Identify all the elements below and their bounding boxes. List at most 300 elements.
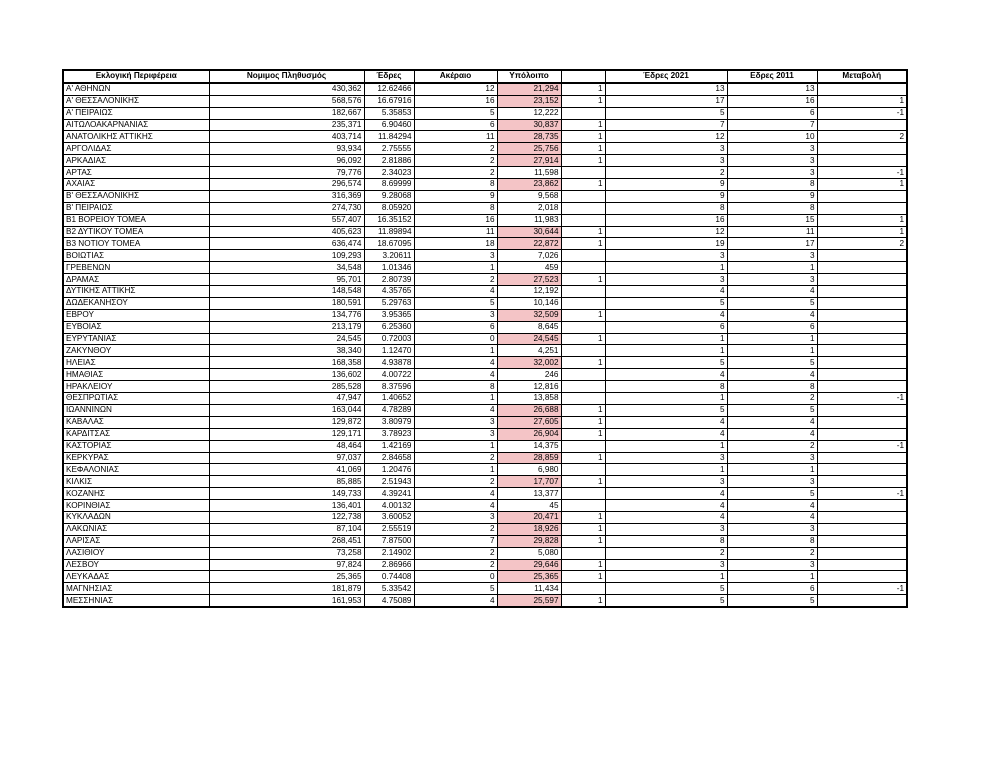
cell-change[interactable] bbox=[817, 297, 907, 309]
cell-bonus[interactable] bbox=[561, 488, 605, 500]
cell-integer[interactable]: 11 bbox=[414, 131, 497, 143]
cell-seats-2011[interactable]: 8 bbox=[727, 381, 817, 393]
header-cell-seats[interactable]: Έδρες bbox=[364, 70, 414, 83]
cell-region[interactable]: ΑΙΤΩΛΟΑΚΑΡΝΑΝΙΑΣ bbox=[63, 119, 209, 131]
cell-change[interactable] bbox=[817, 381, 907, 393]
cell-seats[interactable]: 2.55519 bbox=[364, 523, 414, 535]
cell-seats-2021[interactable]: 1 bbox=[605, 393, 727, 405]
cell-seats-2011[interactable]: 1 bbox=[727, 262, 817, 274]
cell-integer[interactable]: 5 bbox=[414, 107, 497, 119]
cell-seats-2021[interactable]: 4 bbox=[605, 488, 727, 500]
header-cell-remainder[interactable]: Υπόλοιπο bbox=[497, 70, 561, 83]
cell-change[interactable] bbox=[817, 309, 907, 321]
cell-seats-2021[interactable]: 1 bbox=[605, 464, 727, 476]
cell-integer[interactable]: 2 bbox=[414, 547, 497, 559]
cell-seats-2011[interactable]: 1 bbox=[727, 333, 817, 345]
cell-seats[interactable]: 2.81886 bbox=[364, 155, 414, 167]
cell-region[interactable]: ΖΑΚΥΝΘΟΥ bbox=[63, 345, 209, 357]
cell-seats-2021[interactable]: 5 bbox=[605, 595, 727, 607]
cell-seats-2011[interactable]: 4 bbox=[727, 511, 817, 523]
cell-population[interactable]: 48,464 bbox=[209, 440, 364, 452]
cell-change[interactable] bbox=[817, 202, 907, 214]
cell-seats[interactable]: 2.84658 bbox=[364, 452, 414, 464]
cell-seats-2021[interactable]: 3 bbox=[605, 274, 727, 286]
cell-bonus[interactable]: 1 bbox=[561, 511, 605, 523]
cell-seats-2021[interactable]: 4 bbox=[605, 500, 727, 512]
cell-seats[interactable]: 11.89894 bbox=[364, 226, 414, 238]
cell-remainder[interactable]: 8,645 bbox=[497, 321, 561, 333]
cell-seats-2021[interactable]: 8 bbox=[605, 381, 727, 393]
cell-seats-2021[interactable]: 4 bbox=[605, 416, 727, 428]
cell-region[interactable]: Β3 ΝΟΤΙΟΥ ΤΟΜΕΑ bbox=[63, 238, 209, 250]
cell-seats-2011[interactable]: 6 bbox=[727, 321, 817, 333]
cell-seats-2011[interactable]: 11 bbox=[727, 226, 817, 238]
cell-change[interactable]: -1 bbox=[817, 583, 907, 595]
cell-integer[interactable]: 3 bbox=[414, 250, 497, 262]
cell-bonus[interactable]: 1 bbox=[561, 83, 605, 95]
cell-seats-2011[interactable]: 1 bbox=[727, 464, 817, 476]
cell-bonus[interactable] bbox=[561, 547, 605, 559]
cell-population[interactable]: 430,362 bbox=[209, 83, 364, 95]
cell-seats[interactable]: 8.05920 bbox=[364, 202, 414, 214]
cell-seats-2011[interactable]: 7 bbox=[727, 119, 817, 131]
cell-remainder[interactable]: 27,523 bbox=[497, 274, 561, 286]
cell-seats-2021[interactable]: 3 bbox=[605, 523, 727, 535]
cell-seats-2011[interactable]: 16 bbox=[727, 95, 817, 107]
cell-change[interactable]: 2 bbox=[817, 238, 907, 250]
cell-bonus[interactable]: 1 bbox=[561, 309, 605, 321]
cell-population[interactable]: 568,576 bbox=[209, 95, 364, 107]
cell-integer[interactable]: 7 bbox=[414, 535, 497, 547]
cell-seats-2011[interactable]: 4 bbox=[727, 309, 817, 321]
cell-bonus[interactable] bbox=[561, 583, 605, 595]
cell-bonus[interactable]: 1 bbox=[561, 179, 605, 191]
cell-bonus[interactable]: 1 bbox=[561, 119, 605, 131]
cell-population[interactable]: 122,738 bbox=[209, 511, 364, 523]
cell-remainder[interactable]: 11,983 bbox=[497, 214, 561, 226]
cell-bonus[interactable]: 1 bbox=[561, 595, 605, 607]
cell-population[interactable]: 149,733 bbox=[209, 488, 364, 500]
cell-population[interactable]: 97,824 bbox=[209, 559, 364, 571]
cell-seats-2011[interactable]: 8 bbox=[727, 535, 817, 547]
cell-region[interactable]: ΚΕΡΚΥΡΑΣ bbox=[63, 452, 209, 464]
cell-bonus[interactable]: 1 bbox=[561, 535, 605, 547]
cell-integer[interactable]: 2 bbox=[414, 167, 497, 179]
cell-seats[interactable]: 11.84294 bbox=[364, 131, 414, 143]
cell-remainder[interactable]: 13,377 bbox=[497, 488, 561, 500]
cell-change[interactable] bbox=[817, 500, 907, 512]
cell-seats-2011[interactable]: 3 bbox=[727, 452, 817, 464]
cell-remainder[interactable]: 25,756 bbox=[497, 143, 561, 155]
cell-seats[interactable]: 5.29763 bbox=[364, 297, 414, 309]
cell-change[interactable] bbox=[817, 404, 907, 416]
cell-remainder[interactable]: 27,605 bbox=[497, 416, 561, 428]
cell-seats-2021[interactable]: 3 bbox=[605, 559, 727, 571]
cell-seats-2021[interactable]: 2 bbox=[605, 167, 727, 179]
cell-remainder[interactable]: 45 bbox=[497, 500, 561, 512]
cell-integer[interactable]: 2 bbox=[414, 559, 497, 571]
cell-region[interactable]: ΚΟΖΑΝΗΣ bbox=[63, 488, 209, 500]
cell-remainder[interactable]: 12,816 bbox=[497, 381, 561, 393]
cell-remainder[interactable]: 32,002 bbox=[497, 357, 561, 369]
cell-region[interactable]: ΗΡΑΚΛΕΙΟΥ bbox=[63, 381, 209, 393]
cell-change[interactable] bbox=[817, 143, 907, 155]
cell-seats-2011[interactable]: 3 bbox=[727, 155, 817, 167]
cell-seats-2011[interactable]: 2 bbox=[727, 547, 817, 559]
cell-seats[interactable]: 2.34023 bbox=[364, 167, 414, 179]
header-cell-integer[interactable]: Ακέραιο bbox=[414, 70, 497, 83]
cell-bonus[interactable]: 1 bbox=[561, 95, 605, 107]
cell-population[interactable]: 148,548 bbox=[209, 286, 364, 298]
cell-seats-2021[interactable]: 12 bbox=[605, 226, 727, 238]
cell-bonus[interactable]: 1 bbox=[561, 238, 605, 250]
cell-change[interactable] bbox=[817, 83, 907, 95]
cell-region[interactable]: Β2 ΔΥΤΙΚΟΥ ΤΟΜΕΑ bbox=[63, 226, 209, 238]
cell-seats[interactable]: 2.80739 bbox=[364, 274, 414, 286]
cell-integer[interactable]: 2 bbox=[414, 143, 497, 155]
cell-population[interactable]: 41,069 bbox=[209, 464, 364, 476]
cell-region[interactable]: ΚΕΦΑΛΟΝΙΑΣ bbox=[63, 464, 209, 476]
cell-population[interactable]: 47,947 bbox=[209, 393, 364, 405]
cell-population[interactable]: 93,934 bbox=[209, 143, 364, 155]
cell-seats[interactable]: 1.01346 bbox=[364, 262, 414, 274]
cell-bonus[interactable]: 1 bbox=[561, 428, 605, 440]
cell-remainder[interactable]: 4,251 bbox=[497, 345, 561, 357]
cell-region[interactable]: ΕΥΒΟΙΑΣ bbox=[63, 321, 209, 333]
cell-seats-2011[interactable]: 2 bbox=[727, 440, 817, 452]
cell-population[interactable]: 87,104 bbox=[209, 523, 364, 535]
cell-seats[interactable]: 3.80979 bbox=[364, 416, 414, 428]
cell-change[interactable] bbox=[817, 357, 907, 369]
cell-remainder[interactable]: 5,080 bbox=[497, 547, 561, 559]
cell-region[interactable]: ΓΡΕΒΕΝΩΝ bbox=[63, 262, 209, 274]
cell-population[interactable]: 97,037 bbox=[209, 452, 364, 464]
cell-seats-2021[interactable]: 3 bbox=[605, 155, 727, 167]
cell-change[interactable] bbox=[817, 535, 907, 547]
cell-seats-2011[interactable]: 3 bbox=[727, 559, 817, 571]
cell-change[interactable]: -1 bbox=[817, 167, 907, 179]
cell-change[interactable] bbox=[817, 523, 907, 535]
cell-bonus[interactable]: 1 bbox=[561, 452, 605, 464]
header-cell-bonus[interactable] bbox=[561, 70, 605, 83]
cell-change[interactable]: -1 bbox=[817, 393, 907, 405]
header-cell-change[interactable]: Μεταβολή bbox=[817, 70, 907, 83]
cell-population[interactable]: 34,548 bbox=[209, 262, 364, 274]
cell-remainder[interactable]: 246 bbox=[497, 369, 561, 381]
cell-region[interactable]: ΛΕΣΒΟΥ bbox=[63, 559, 209, 571]
cell-integer[interactable]: 6 bbox=[414, 119, 497, 131]
cell-seats[interactable]: 1.40652 bbox=[364, 393, 414, 405]
cell-seats-2021[interactable]: 5 bbox=[605, 404, 727, 416]
cell-change[interactable]: -1 bbox=[817, 440, 907, 452]
cell-seats[interactable]: 2.51943 bbox=[364, 476, 414, 488]
cell-seats[interactable]: 2.75555 bbox=[364, 143, 414, 155]
cell-region[interactable]: ΚΥΚΛΑΔΩΝ bbox=[63, 511, 209, 523]
cell-population[interactable]: 285,528 bbox=[209, 381, 364, 393]
header-cell-seats-2011[interactable]: Εδρες 2011 bbox=[727, 70, 817, 83]
cell-integer[interactable]: 4 bbox=[414, 369, 497, 381]
cell-seats[interactable]: 4.00722 bbox=[364, 369, 414, 381]
cell-change[interactable]: 1 bbox=[817, 179, 907, 191]
cell-remainder[interactable]: 30,644 bbox=[497, 226, 561, 238]
cell-seats-2021[interactable]: 3 bbox=[605, 143, 727, 155]
cell-seats-2021[interactable]: 4 bbox=[605, 286, 727, 298]
cell-integer[interactable]: 2 bbox=[414, 452, 497, 464]
cell-remainder[interactable]: 25,365 bbox=[497, 571, 561, 583]
cell-remainder[interactable]: 23,862 bbox=[497, 179, 561, 191]
cell-integer[interactable]: 1 bbox=[414, 464, 497, 476]
cell-region[interactable]: ΔΩΔΕΚΑΝΗΣΟΥ bbox=[63, 297, 209, 309]
cell-population[interactable]: 296,574 bbox=[209, 179, 364, 191]
cell-region[interactable]: ΛΑΡΙΣΑΣ bbox=[63, 535, 209, 547]
cell-seats[interactable]: 6.25360 bbox=[364, 321, 414, 333]
cell-seats-2011[interactable]: 2 bbox=[727, 393, 817, 405]
cell-remainder[interactable]: 12,222 bbox=[497, 107, 561, 119]
cell-seats-2021[interactable]: 9 bbox=[605, 179, 727, 191]
cell-region[interactable]: ΚΑΒΑΛΑΣ bbox=[63, 416, 209, 428]
cell-region[interactable]: ΑΧΑΙΑΣ bbox=[63, 179, 209, 191]
cell-seats-2011[interactable]: 3 bbox=[727, 250, 817, 262]
cell-seats-2021[interactable]: 8 bbox=[605, 535, 727, 547]
cell-seats-2021[interactable]: 17 bbox=[605, 95, 727, 107]
cell-seats[interactable]: 3.95365 bbox=[364, 309, 414, 321]
cell-region[interactable]: Β' ΠΕΙΡΑΙΩΣ bbox=[63, 202, 209, 214]
cell-integer[interactable]: 8 bbox=[414, 179, 497, 191]
cell-population[interactable]: 109,293 bbox=[209, 250, 364, 262]
cell-remainder[interactable]: 28,859 bbox=[497, 452, 561, 464]
cell-bonus[interactable]: 1 bbox=[561, 559, 605, 571]
cell-integer[interactable]: 16 bbox=[414, 214, 497, 226]
cell-seats-2011[interactable]: 4 bbox=[727, 286, 817, 298]
cell-seats-2011[interactable]: 3 bbox=[727, 476, 817, 488]
cell-seats-2011[interactable]: 15 bbox=[727, 214, 817, 226]
cell-change[interactable] bbox=[817, 595, 907, 607]
cell-seats-2011[interactable]: 8 bbox=[727, 179, 817, 191]
cell-bonus[interactable] bbox=[561, 500, 605, 512]
cell-change[interactable]: -1 bbox=[817, 488, 907, 500]
cell-population[interactable]: 163,044 bbox=[209, 404, 364, 416]
cell-integer[interactable]: 4 bbox=[414, 595, 497, 607]
cell-remainder[interactable]: 11,598 bbox=[497, 167, 561, 179]
cell-bonus[interactable] bbox=[561, 214, 605, 226]
cell-integer[interactable]: 5 bbox=[414, 297, 497, 309]
cell-region[interactable]: Α' ΠΕΙΡΑΙΩΣ bbox=[63, 107, 209, 119]
cell-region[interactable]: ΜΑΓΝΗΣΙΑΣ bbox=[63, 583, 209, 595]
cell-remainder[interactable]: 18,926 bbox=[497, 523, 561, 535]
cell-region[interactable]: ΑΡΓΟΛΙΔΑΣ bbox=[63, 143, 209, 155]
cell-integer[interactable]: 3 bbox=[414, 416, 497, 428]
cell-seats-2021[interactable]: 2 bbox=[605, 547, 727, 559]
cell-remainder[interactable]: 21,294 bbox=[497, 83, 561, 95]
cell-change[interactable] bbox=[817, 511, 907, 523]
cell-bonus[interactable] bbox=[561, 202, 605, 214]
cell-change[interactable]: 1 bbox=[817, 214, 907, 226]
cell-population[interactable]: 181,879 bbox=[209, 583, 364, 595]
cell-seats-2011[interactable]: 9 bbox=[727, 190, 817, 202]
cell-change[interactable] bbox=[817, 119, 907, 131]
cell-seats-2021[interactable]: 4 bbox=[605, 428, 727, 440]
cell-remainder[interactable]: 6,980 bbox=[497, 464, 561, 476]
cell-seats-2011[interactable]: 5 bbox=[727, 595, 817, 607]
cell-population[interactable]: 129,171 bbox=[209, 428, 364, 440]
header-cell-population[interactable]: Νομιμος Πληθυσμός bbox=[209, 70, 364, 83]
cell-change[interactable] bbox=[817, 452, 907, 464]
cell-seats[interactable]: 3.78923 bbox=[364, 428, 414, 440]
cell-seats[interactable]: 0.74408 bbox=[364, 571, 414, 583]
cell-seats[interactable]: 4.75089 bbox=[364, 595, 414, 607]
cell-remainder[interactable]: 7,026 bbox=[497, 250, 561, 262]
cell-seats-2011[interactable]: 4 bbox=[727, 369, 817, 381]
cell-region[interactable]: Α' ΑΘΗΝΩΝ bbox=[63, 83, 209, 95]
cell-change[interactable] bbox=[817, 571, 907, 583]
cell-integer[interactable]: 6 bbox=[414, 321, 497, 333]
cell-seats-2021[interactable]: 4 bbox=[605, 309, 727, 321]
cell-change[interactable] bbox=[817, 369, 907, 381]
cell-change[interactable] bbox=[817, 416, 907, 428]
cell-remainder[interactable]: 28,735 bbox=[497, 131, 561, 143]
cell-remainder[interactable]: 22,872 bbox=[497, 238, 561, 250]
cell-region[interactable]: Β1 ΒΟΡΕΙΟΥ ΤΟΜΕΑ bbox=[63, 214, 209, 226]
cell-change[interactable] bbox=[817, 155, 907, 167]
cell-integer[interactable]: 5 bbox=[414, 583, 497, 595]
cell-integer[interactable]: 8 bbox=[414, 202, 497, 214]
cell-seats-2021[interactable]: 1 bbox=[605, 262, 727, 274]
cell-integer[interactable]: 2 bbox=[414, 274, 497, 286]
cell-change[interactable] bbox=[817, 274, 907, 286]
cell-change[interactable] bbox=[817, 476, 907, 488]
cell-change[interactable] bbox=[817, 345, 907, 357]
cell-region[interactable]: ΜΕΣΣΗΝΙΑΣ bbox=[63, 595, 209, 607]
cell-bonus[interactable] bbox=[561, 381, 605, 393]
cell-population[interactable]: 25,365 bbox=[209, 571, 364, 583]
cell-seats[interactable]: 9.28068 bbox=[364, 190, 414, 202]
cell-bonus[interactable] bbox=[561, 393, 605, 405]
cell-population[interactable]: 636,474 bbox=[209, 238, 364, 250]
cell-population[interactable]: 168,358 bbox=[209, 357, 364, 369]
cell-region[interactable]: ΛΑΚΩΝΙΑΣ bbox=[63, 523, 209, 535]
cell-region[interactable]: ΚΑΣΤΟΡΙΑΣ bbox=[63, 440, 209, 452]
cell-integer[interactable]: 3 bbox=[414, 511, 497, 523]
cell-remainder[interactable]: 2,018 bbox=[497, 202, 561, 214]
cell-region[interactable]: ΚΟΡΙΝΘΙΑΣ bbox=[63, 500, 209, 512]
cell-seats-2011[interactable]: 5 bbox=[727, 488, 817, 500]
cell-bonus[interactable]: 1 bbox=[561, 131, 605, 143]
cell-remainder[interactable]: 26,688 bbox=[497, 404, 561, 416]
cell-integer[interactable]: 4 bbox=[414, 404, 497, 416]
cell-bonus[interactable]: 1 bbox=[561, 274, 605, 286]
cell-bonus[interactable] bbox=[561, 190, 605, 202]
cell-bonus[interactable] bbox=[561, 107, 605, 119]
cell-seats[interactable]: 4.93878 bbox=[364, 357, 414, 369]
cell-integer[interactable]: 1 bbox=[414, 345, 497, 357]
cell-integer[interactable]: 1 bbox=[414, 262, 497, 274]
cell-bonus[interactable]: 1 bbox=[561, 571, 605, 583]
cell-seats-2011[interactable]: 4 bbox=[727, 500, 817, 512]
cell-remainder[interactable]: 459 bbox=[497, 262, 561, 274]
cell-population[interactable]: 274,730 bbox=[209, 202, 364, 214]
cell-change[interactable] bbox=[817, 559, 907, 571]
cell-bonus[interactable]: 1 bbox=[561, 155, 605, 167]
cell-bonus[interactable] bbox=[561, 369, 605, 381]
cell-seats-2021[interactable]: 1 bbox=[605, 345, 727, 357]
cell-remainder[interactable]: 29,828 bbox=[497, 535, 561, 547]
cell-change[interactable]: -1 bbox=[817, 107, 907, 119]
cell-remainder[interactable]: 12,192 bbox=[497, 286, 561, 298]
header-cell-region[interactable]: Εκλογική Περιφέρεια bbox=[63, 70, 209, 83]
cell-integer[interactable]: 1 bbox=[414, 440, 497, 452]
cell-bonus[interactable] bbox=[561, 167, 605, 179]
cell-integer[interactable]: 4 bbox=[414, 500, 497, 512]
cell-population[interactable]: 161,953 bbox=[209, 595, 364, 607]
cell-seats[interactable]: 4.78289 bbox=[364, 404, 414, 416]
cell-region[interactable]: ΘΕΣΠΡΩΤΙΑΣ bbox=[63, 393, 209, 405]
cell-change[interactable]: 1 bbox=[817, 95, 907, 107]
cell-seats-2021[interactable]: 13 bbox=[605, 83, 727, 95]
cell-remainder[interactable]: 20,471 bbox=[497, 511, 561, 523]
cell-population[interactable]: 557,407 bbox=[209, 214, 364, 226]
cell-region[interactable]: ΔΥΤΙΚΗΣ ΑΤΤΙΚΗΣ bbox=[63, 286, 209, 298]
cell-seats-2021[interactable]: 1 bbox=[605, 333, 727, 345]
cell-region[interactable]: ΑΝΑΤΟΛΙΚΗΣ ΑΤΤΙΚΗΣ bbox=[63, 131, 209, 143]
cell-population[interactable]: 235,371 bbox=[209, 119, 364, 131]
cell-seats-2011[interactable]: 5 bbox=[727, 357, 817, 369]
cell-region[interactable]: ΚΑΡΔΙΤΣΑΣ bbox=[63, 428, 209, 440]
cell-seats[interactable]: 5.35853 bbox=[364, 107, 414, 119]
cell-seats[interactable]: 1.20476 bbox=[364, 464, 414, 476]
cell-integer[interactable]: 11 bbox=[414, 226, 497, 238]
cell-bonus[interactable]: 1 bbox=[561, 143, 605, 155]
cell-population[interactable]: 134,776 bbox=[209, 309, 364, 321]
cell-remainder[interactable]: 25,597 bbox=[497, 595, 561, 607]
cell-remainder[interactable]: 9,568 bbox=[497, 190, 561, 202]
cell-bonus[interactable] bbox=[561, 464, 605, 476]
cell-population[interactable]: 129,872 bbox=[209, 416, 364, 428]
cell-seats-2011[interactable]: 3 bbox=[727, 167, 817, 179]
cell-region[interactable]: ΑΡΤΑΣ bbox=[63, 167, 209, 179]
cell-bonus[interactable] bbox=[561, 321, 605, 333]
cell-seats[interactable]: 1.12470 bbox=[364, 345, 414, 357]
cell-seats-2011[interactable]: 6 bbox=[727, 107, 817, 119]
cell-seats-2021[interactable]: 19 bbox=[605, 238, 727, 250]
cell-region[interactable]: ΗΜΑΘΙΑΣ bbox=[63, 369, 209, 381]
cell-remainder[interactable]: 32,509 bbox=[497, 309, 561, 321]
cell-seats[interactable]: 12.62466 bbox=[364, 83, 414, 95]
cell-seats[interactable]: 16.67916 bbox=[364, 95, 414, 107]
cell-remainder[interactable]: 27,914 bbox=[497, 155, 561, 167]
cell-seats-2021[interactable]: 3 bbox=[605, 476, 727, 488]
cell-seats-2021[interactable]: 5 bbox=[605, 583, 727, 595]
cell-seats[interactable]: 3.20611 bbox=[364, 250, 414, 262]
header-cell-seats-2021[interactable]: Έδρες 2021 bbox=[605, 70, 727, 83]
cell-population[interactable]: 213,179 bbox=[209, 321, 364, 333]
cell-integer[interactable]: 3 bbox=[414, 428, 497, 440]
cell-seats-2021[interactable]: 4 bbox=[605, 511, 727, 523]
cell-seats[interactable]: 8.37596 bbox=[364, 381, 414, 393]
cell-region[interactable]: ΕΒΡΟΥ bbox=[63, 309, 209, 321]
cell-seats[interactable]: 8.69999 bbox=[364, 179, 414, 191]
cell-change[interactable] bbox=[817, 333, 907, 345]
cell-population[interactable]: 316,369 bbox=[209, 190, 364, 202]
cell-remainder[interactable]: 23,152 bbox=[497, 95, 561, 107]
cell-population[interactable]: 38,340 bbox=[209, 345, 364, 357]
cell-seats-2021[interactable]: 16 bbox=[605, 214, 727, 226]
cell-integer[interactable]: 0 bbox=[414, 333, 497, 345]
cell-seats-2021[interactable]: 5 bbox=[605, 297, 727, 309]
cell-population[interactable]: 180,591 bbox=[209, 297, 364, 309]
cell-region[interactable]: ΙΩΑΝΝΙΝΩΝ bbox=[63, 404, 209, 416]
cell-seats-2021[interactable]: 9 bbox=[605, 190, 727, 202]
cell-integer[interactable]: 4 bbox=[414, 286, 497, 298]
